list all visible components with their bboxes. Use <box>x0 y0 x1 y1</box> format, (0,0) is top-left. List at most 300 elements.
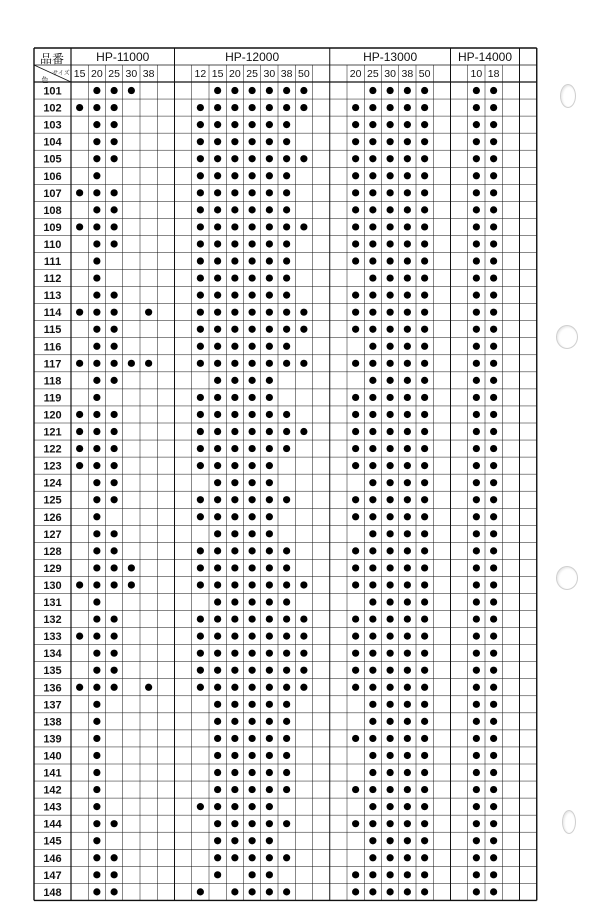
availability-dot <box>231 513 238 520</box>
availability-dot <box>111 445 118 452</box>
availability-dot <box>490 615 497 622</box>
availability-dot <box>249 718 256 725</box>
availability-dot <box>214 87 221 94</box>
availability-dot <box>283 189 290 196</box>
size-label: 25 <box>108 68 120 80</box>
availability-dot <box>266 428 273 435</box>
row-code: 108 <box>43 204 62 217</box>
availability-dot <box>214 309 221 316</box>
availability-dot <box>387 701 394 708</box>
availability-dot <box>473 326 480 333</box>
availability-dot <box>387 411 394 418</box>
availability-dot <box>266 888 273 895</box>
availability-dot <box>490 462 497 469</box>
availability-dot <box>283 428 290 435</box>
availability-dot <box>111 87 118 94</box>
availability-dot <box>93 462 100 469</box>
availability-dot <box>249 121 256 128</box>
availability-dot <box>214 718 221 725</box>
availability-dot <box>111 121 118 128</box>
availability-dot <box>421 615 428 622</box>
availability-dot <box>473 172 480 179</box>
availability-dot <box>231 377 238 384</box>
availability-dot <box>369 496 376 503</box>
availability-dot <box>352 206 359 213</box>
availability-dot <box>352 172 359 179</box>
availability-dot <box>93 598 100 605</box>
availability-dot <box>93 752 100 759</box>
availability-dot <box>283 223 290 230</box>
size-label: 15 <box>73 68 86 80</box>
availability-dot <box>352 445 359 452</box>
availability-dot <box>369 411 376 418</box>
availability-dot <box>387 820 394 827</box>
availability-dot <box>197 633 204 640</box>
availability-dot <box>249 769 256 776</box>
availability-dot <box>266 223 273 230</box>
availability-dot <box>369 292 376 299</box>
availability-dot <box>231 701 238 708</box>
availability-dot <box>352 360 359 367</box>
availability-dot <box>93 650 100 657</box>
availability-dot <box>387 104 394 111</box>
availability-dot <box>93 854 100 861</box>
availability-dot <box>249 462 256 469</box>
availability-dot <box>387 240 394 247</box>
availability-dot <box>111 496 118 503</box>
availability-dot <box>387 292 394 299</box>
availability-dot <box>369 257 376 264</box>
row-code: 118 <box>43 375 62 388</box>
availability-dot <box>490 803 497 810</box>
availability-dot <box>473 871 480 878</box>
availability-dot <box>266 820 273 827</box>
availability-dot <box>197 155 204 162</box>
availability-dot <box>249 240 256 247</box>
availability-dot <box>111 189 118 196</box>
availability-dot <box>404 735 411 742</box>
availability-dot <box>490 598 497 605</box>
availability-dot <box>421 581 428 588</box>
availability-dot <box>249 104 256 111</box>
availability-dot <box>369 445 376 452</box>
availability-dot <box>214 803 221 810</box>
availability-dot <box>231 496 238 503</box>
availability-dot <box>249 343 256 350</box>
availability-dot <box>369 615 376 622</box>
availability-dot <box>404 377 411 384</box>
availability-dot <box>197 684 204 691</box>
row-code: 129 <box>43 562 62 575</box>
availability-dot <box>214 445 221 452</box>
availability-dot <box>111 343 118 350</box>
availability-dot <box>266 530 273 537</box>
availability-dot <box>369 854 376 861</box>
availability-dot <box>231 411 238 418</box>
row-code: 119 <box>43 392 62 405</box>
row-code: 107 <box>43 187 62 200</box>
availability-dot <box>266 803 273 810</box>
availability-dot <box>111 684 118 691</box>
availability-dot <box>473 820 480 827</box>
availability-dot <box>404 803 411 810</box>
availability-dot <box>283 274 290 281</box>
availability-dot <box>421 769 428 776</box>
binder-hole-lower <box>556 566 578 590</box>
availability-dot <box>214 650 221 657</box>
availability-dot <box>93 394 100 401</box>
availability-dot <box>266 411 273 418</box>
availability-dot <box>490 309 497 316</box>
availability-dot <box>473 462 480 469</box>
availability-dot <box>283 735 290 742</box>
availability-dot <box>490 837 497 844</box>
availability-dot <box>214 871 221 878</box>
availability-dot <box>266 104 273 111</box>
row-code: 128 <box>43 545 62 558</box>
availability-dot <box>197 360 204 367</box>
availability-dot <box>197 172 204 179</box>
availability-dot <box>231 633 238 640</box>
availability-dot <box>111 650 118 657</box>
availability-dot <box>214 854 221 861</box>
availability-dot <box>93 360 100 367</box>
availability-dot <box>490 479 497 486</box>
availability-dot <box>231 257 238 264</box>
availability-dot <box>231 888 238 895</box>
availability-dot <box>369 428 376 435</box>
availability-dot <box>369 274 376 281</box>
availability-dot <box>283 360 290 367</box>
availability-dot <box>111 667 118 674</box>
availability-dot <box>473 598 480 605</box>
availability-dot <box>421 752 428 759</box>
availability-dot <box>369 564 376 571</box>
availability-dot <box>421 411 428 418</box>
availability-dot <box>473 837 480 844</box>
availability-dot <box>249 837 256 844</box>
availability-dot <box>266 718 273 725</box>
availability-dot <box>231 343 238 350</box>
availability-dot <box>93 667 100 674</box>
availability-dot <box>473 615 480 622</box>
availability-dot <box>76 462 83 469</box>
availability-dot <box>231 803 238 810</box>
availability-dot <box>214 598 221 605</box>
availability-dot <box>421 445 428 452</box>
availability-dot <box>352 667 359 674</box>
availability-dot <box>490 820 497 827</box>
availability-dot <box>266 513 273 520</box>
availability-dot <box>76 633 83 640</box>
availability-dot <box>352 240 359 247</box>
availability-dot <box>369 598 376 605</box>
availability-dot <box>352 155 359 162</box>
availability-dot <box>214 343 221 350</box>
availability-dot <box>300 87 307 94</box>
availability-dot <box>352 394 359 401</box>
size-label: 50 <box>298 68 310 80</box>
availability-dot <box>93 377 100 384</box>
availability-dot <box>111 530 118 537</box>
availability-dot <box>214 257 221 264</box>
availability-dot <box>421 496 428 503</box>
availability-dot <box>421 820 428 827</box>
row-code: 109 <box>43 221 62 234</box>
row-code: 138 <box>43 716 62 729</box>
availability-dot <box>352 547 359 554</box>
availability-dot <box>369 888 376 895</box>
availability-dot <box>352 513 359 520</box>
availability-dot <box>111 854 118 861</box>
availability-dot <box>266 155 273 162</box>
availability-dot <box>473 718 480 725</box>
availability-dot <box>490 343 497 350</box>
availability-dot <box>111 581 118 588</box>
availability-dot <box>421 462 428 469</box>
availability-dot <box>473 667 480 674</box>
availability-dot <box>369 479 376 486</box>
availability-dot <box>249 326 256 333</box>
availability-dot <box>231 837 238 844</box>
availability-dot <box>111 871 118 878</box>
series-title: HP-14000 <box>457 50 513 64</box>
availability-dot <box>197 326 204 333</box>
availability-dot <box>473 87 480 94</box>
availability-dot <box>404 87 411 94</box>
availability-dot <box>266 172 273 179</box>
availability-dot <box>490 701 497 708</box>
size-label: 20 <box>229 68 241 80</box>
availability-dot <box>387 598 394 605</box>
availability-dot <box>490 718 497 725</box>
availability-dot <box>369 837 376 844</box>
availability-dot <box>387 445 394 452</box>
availability-dot <box>249 803 256 810</box>
availability-dot <box>214 189 221 196</box>
availability-dot <box>249 496 256 503</box>
availability-dot <box>231 172 238 179</box>
row-code: 148 <box>43 886 62 899</box>
availability-dot <box>214 479 221 486</box>
availability-dot <box>197 667 204 674</box>
availability-dot <box>421 786 428 793</box>
availability-dot <box>249 360 256 367</box>
availability-dot <box>249 445 256 452</box>
availability-dot <box>473 257 480 264</box>
availability-dot <box>369 121 376 128</box>
availability-dot <box>197 189 204 196</box>
size-label: 10 <box>470 68 483 80</box>
availability-dot <box>387 87 394 94</box>
size-label: 50 <box>418 68 431 80</box>
availability-dot <box>266 240 273 247</box>
availability-dot <box>249 189 256 196</box>
availability-dot <box>387 803 394 810</box>
availability-dot <box>93 786 100 793</box>
availability-dot <box>369 223 376 230</box>
availability-dot <box>490 189 497 196</box>
availability-dot <box>421 223 428 230</box>
availability-dot <box>231 786 238 793</box>
availability-dot <box>214 769 221 776</box>
availability-dot <box>93 138 100 145</box>
availability-dot <box>93 292 100 299</box>
availability-dot <box>249 513 256 520</box>
availability-dot <box>490 326 497 333</box>
availability-dot <box>128 87 135 94</box>
availability-dot <box>490 888 497 895</box>
row-code: 112 <box>43 273 62 286</box>
availability-dot <box>473 189 480 196</box>
availability-dot <box>283 701 290 708</box>
availability-dot <box>231 854 238 861</box>
availability-dot <box>490 240 497 247</box>
availability-dot <box>369 667 376 674</box>
availability-dot <box>369 735 376 742</box>
series-title: HP-13000 <box>363 50 418 64</box>
availability-dot <box>111 411 118 418</box>
availability-dot <box>214 360 221 367</box>
availability-dot <box>283 257 290 264</box>
availability-dot <box>387 138 394 145</box>
availability-dot <box>387 377 394 384</box>
availability-dot <box>369 547 376 554</box>
availability-dot <box>76 684 83 691</box>
availability-dot <box>404 581 411 588</box>
availability-dot <box>76 309 83 316</box>
availability-dot <box>266 138 273 145</box>
availability-dot <box>490 581 497 588</box>
availability-dot <box>490 871 497 878</box>
availability-dot <box>93 547 100 554</box>
availability-dot <box>473 309 480 316</box>
availability-dot <box>473 769 480 776</box>
availability-dot <box>231 394 238 401</box>
row-code: 127 <box>43 528 62 541</box>
availability-dot <box>76 445 83 452</box>
availability-dot <box>231 360 238 367</box>
availability-dot <box>93 326 100 333</box>
availability-dot <box>214 274 221 281</box>
availability-dot <box>473 803 480 810</box>
availability-dot <box>421 87 428 94</box>
availability-dot <box>490 564 497 571</box>
availability-dot <box>421 377 428 384</box>
availability-dot <box>266 343 273 350</box>
series-title: HP-11000 <box>96 50 150 64</box>
availability-dot <box>93 820 100 827</box>
availability-dot <box>473 223 480 230</box>
availability-dot <box>93 172 100 179</box>
availability-dot <box>352 292 359 299</box>
availability-dot <box>76 411 83 418</box>
row-code: 106 <box>43 170 62 183</box>
availability-dot <box>490 547 497 554</box>
availability-dot <box>214 462 221 469</box>
availability-dot <box>249 564 256 571</box>
availability-dot <box>266 87 273 94</box>
availability-dot <box>214 667 221 674</box>
availability-dot <box>214 121 221 128</box>
availability-dot <box>387 394 394 401</box>
row-code: 126 <box>43 511 62 524</box>
availability-dot <box>421 837 428 844</box>
availability-dot <box>93 257 100 264</box>
availability-dot <box>266 206 273 213</box>
availability-dot <box>352 309 359 316</box>
availability-dot <box>387 888 394 895</box>
availability-dot <box>93 581 100 588</box>
availability-dot <box>93 871 100 878</box>
availability-dot <box>197 394 204 401</box>
availability-dot <box>352 223 359 230</box>
availability-dot <box>128 581 135 588</box>
availability-dot <box>214 394 221 401</box>
availability-dot <box>473 155 480 162</box>
availability-dot <box>387 343 394 350</box>
availability-dot <box>266 581 273 588</box>
size-label: 38 <box>401 68 414 80</box>
availability-dot <box>352 615 359 622</box>
row-code: 140 <box>43 750 62 763</box>
availability-dot <box>490 411 497 418</box>
row-code: 141 <box>43 767 62 780</box>
availability-dot <box>214 820 221 827</box>
availability-dot <box>231 615 238 622</box>
availability-dot <box>111 428 118 435</box>
availability-dot <box>266 598 273 605</box>
availability-dot <box>76 581 83 588</box>
availability-dot <box>473 479 480 486</box>
availability-dot <box>490 223 497 230</box>
availability-dot <box>473 360 480 367</box>
availability-dot <box>111 360 118 367</box>
availability-dot <box>421 138 428 145</box>
availability-dot <box>473 121 480 128</box>
availability-dot <box>404 633 411 640</box>
availability-dot <box>387 121 394 128</box>
availability-dot <box>283 411 290 418</box>
availability-dot <box>421 274 428 281</box>
availability-dot <box>266 786 273 793</box>
row-code: 137 <box>43 699 62 712</box>
availability-dot <box>404 172 411 179</box>
availability-dot <box>214 104 221 111</box>
availability-dot <box>404 752 411 759</box>
availability-dot <box>352 257 359 264</box>
availability-dot <box>473 888 480 895</box>
availability-dot <box>421 104 428 111</box>
row-code: 104 <box>43 136 62 149</box>
availability-dot <box>387 633 394 640</box>
availability-dot <box>145 684 152 691</box>
availability-dot <box>421 888 428 895</box>
availability-dot <box>352 411 359 418</box>
availability-dot <box>283 633 290 640</box>
availability-dot <box>490 854 497 861</box>
availability-dot <box>93 803 100 810</box>
availability-dot <box>214 564 221 571</box>
availability-dot <box>369 786 376 793</box>
availability-dot <box>490 360 497 367</box>
availability-dot <box>231 274 238 281</box>
availability-dot <box>76 104 83 111</box>
availability-dot <box>249 479 256 486</box>
availability-dot <box>197 411 204 418</box>
availability-dot <box>93 684 100 691</box>
availability-dot <box>473 564 480 571</box>
